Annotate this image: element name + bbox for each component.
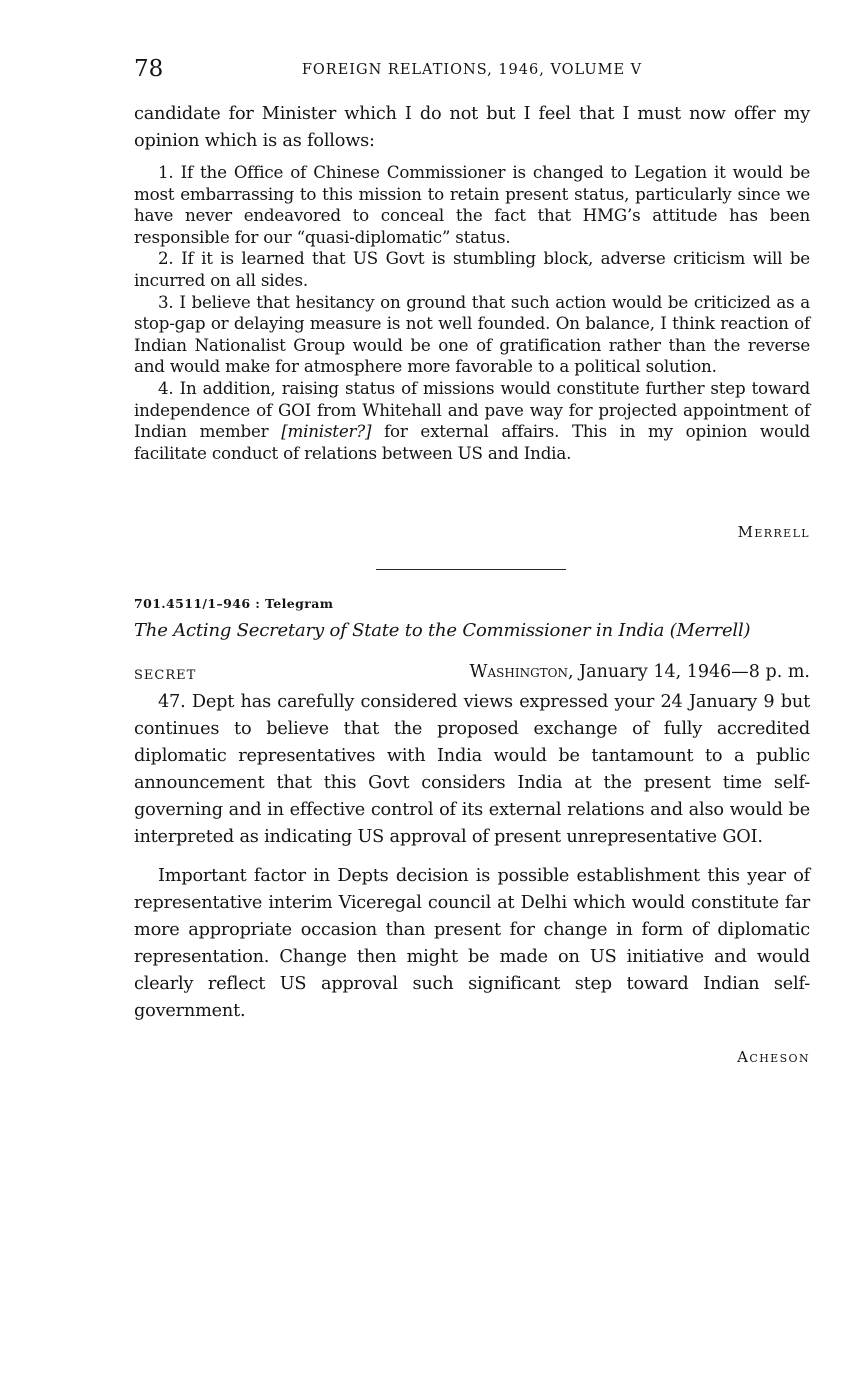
doc2-body	[134, 689, 810, 1025]
document-title: The Acting Secretary of State to the Commissioner in India (Merrell)	[134, 620, 751, 641]
bracket-insert: [minister?]	[281, 421, 372, 442]
paragraph: 47. Dept has carefully considered views expressed your 24 January 9 but continues to believe that the proposed exchange of fully accredited diplomatic representatives with India would be tantamount to a public announcement that this Govt considers India at the present time self-governing and in effective control of its external relations and also would be interpreted as indicating US approval of present unrepresentative GOI.	[134, 692, 810, 847]
signature-acheson: Acheson	[737, 1048, 810, 1066]
paragraph: Important factor in Depts decision is possible establishment this year of representative interim Viceregal council at Delhi which would constitute far more appropriate occasion than present for change in form of diplomatic representation. Change then might be made on US initiative and would clearly reflect US approval such significant step toward Indian self-government.	[134, 866, 810, 1021]
doc1-numbered-list	[134, 162, 810, 464]
file-number: 701.4511/1–946 : Telegram	[134, 596, 334, 611]
place-date	[470, 662, 811, 682]
page-number: 78	[134, 56, 164, 82]
list-item-text: 4. In addition, raising status of missions would constitute further step toward independence of GOI from Whitehall and pave way for projected appointment of Indian member	[134, 377, 810, 442]
doc1-intro-block	[134, 101, 810, 155]
signature-merrell: Merrell	[737, 523, 810, 541]
place: Washington	[469, 662, 569, 682]
list-item: 2. If it is learned that US Govt is stumbling block, adverse criticism will be incurred on all sides.	[134, 248, 810, 290]
list-item-text-end: for external affairs. This in my opinion would facilitate conduct of relations between US and India.	[134, 421, 811, 463]
doc1-intro: candidate for Minister which I do not but I feel that I must now offer my opinion which is as follows:	[134, 104, 810, 151]
running-head: FOREIGN RELATIONS, 1946, VOLUME V	[301, 62, 643, 78]
list-item: 1. If the Office of Chinese Commissioner is changed to Legation it would be most embarrassing to this mission to retain present status, particularly since we have never endeavored to conceal the fact that HMG’s attitude has been responsible for our “quasi-diplomatic” status.	[134, 162, 810, 247]
section-divider	[376, 569, 566, 570]
date: , January 14, 1946—8 p. m.	[568, 662, 810, 682]
classification-label: SECRET	[134, 668, 197, 683]
list-item	[134, 378, 810, 464]
dateline	[134, 662, 810, 688]
list-item: 3. I believe that hesitancy on ground that such action would be criticized as a stop-gap or delaying measure is not well founded. On balance, I think reaction of Indian Nationalist Group would be one of gratification rather than the reverse and would make for atmosphere more favorable to a political solution.	[134, 291, 810, 377]
page-header	[134, 56, 810, 88]
